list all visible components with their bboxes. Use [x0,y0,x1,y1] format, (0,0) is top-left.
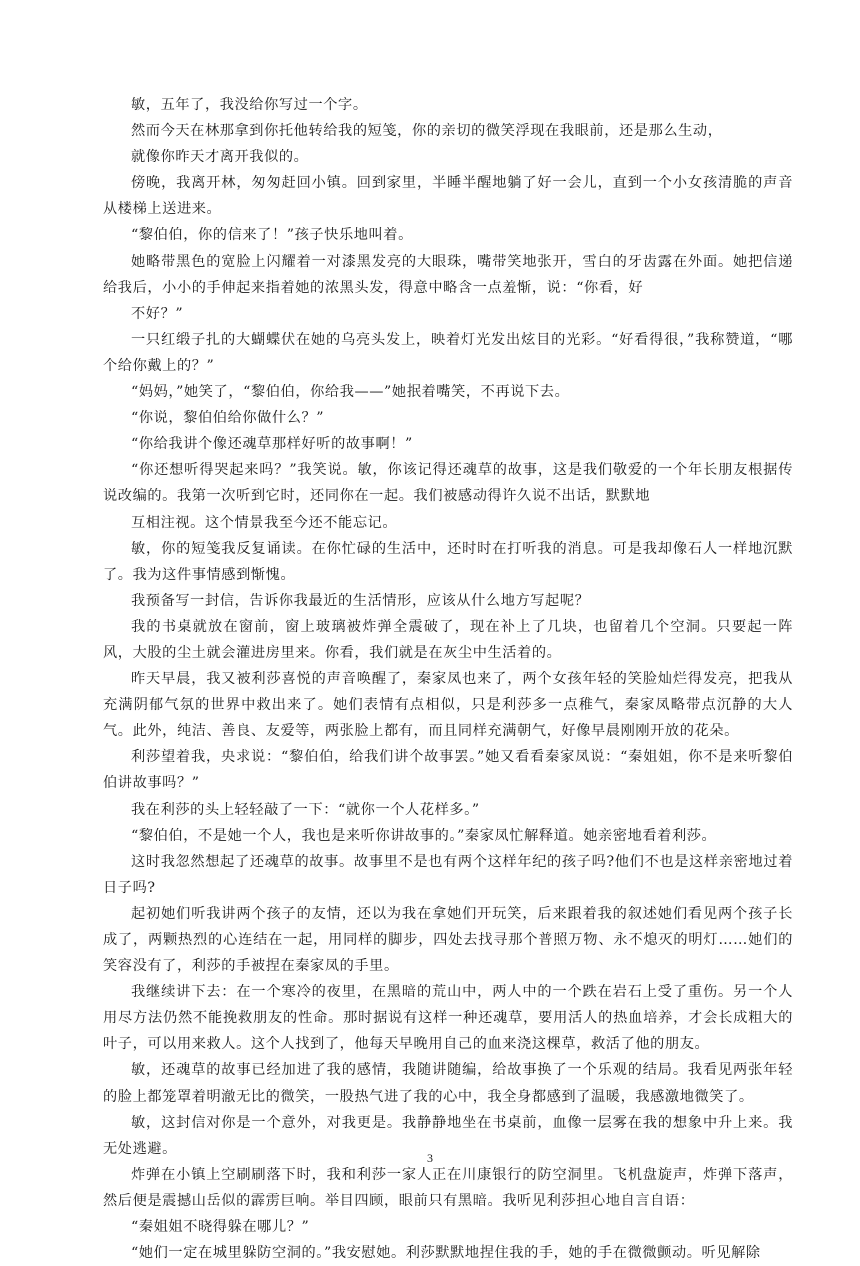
paragraph: 傍晚，我离开林，匆匆赶回小镇。回到家里，半睡半醒地躺了好一会儿，直到一个小女孩清脆的声音从楼梯上送进来。 [103,175,793,218]
paragraph: 利莎望着我，央求说：“黎伯伯，给我们讲个故事罢。”她又看看秦家凤说：“秦姐姐，你不是来听黎伯伯讲故事吗？” [103,749,793,792]
paragraph: 然而今天在林那拿到你托他转给我的短笺，你的亲切的微笑浮现在我眼前，还是那么生动， [131,123,723,140]
paragraph: “她们一定在城里躲防空洞的。”我安慰她。利莎默默地捏住我的手，她的手在微微颤动。听见解除 [131,1245,761,1262]
paragraph: 炸弹在小镇上空刷刷落下时，我和利莎一家人正在川康银行的防空洞里。飞机盘旋声，炸弹下落声，然后便是震撼山岳似的霹雳巨响。举目四顾，眼前只有黑暗。我听见利莎担心地自言自语： [103,1166,793,1209]
paragraph: “黎伯伯，你的信来了！”孩子快乐地叫着。 [131,227,413,244]
paragraph: 我的书桌就放在窗前，窗上玻璃被炸弹全震破了，现在补上了几块，也留着几个空洞。只要起一阵风，大股的尘土就会灌进房里来。你看，我们就是在灰尘中生活着的。 [103,618,793,661]
paragraph: 不好？” [131,305,184,322]
paragraph: 起初她们听我讲两个孩子的友情，还以为我在拿她们开玩笑，后来跟着我的叙述她们看见两个孩子长成了，两颗热烈的心连结在一起，用同样的脚步，四处去找寻那个普照万物、永不熄灭的明灯……她们的笑容没有了，利莎的手被捏在秦家凤的手里。 [103,905,793,975]
paragraph: 这时我忽然想起了还魂草的故事。故事里不是也有两个这样年纪的孩子吗?他们不也是这样亲密地过着日子吗? [103,853,793,896]
paragraph: “你还想听得哭起来吗？”我笑说。敏，你该记得还魂草的故事，这是我们敬爱的一个年长朋友根据传说改编的。我第一次听到它时，还同你在一起。我们被感动得许久说不出话，默默地 [103,462,793,505]
paragraph: 就像你昨天才离开我似的。 [131,149,309,166]
paragraph: 敏，你的短笺我反复诵读。在你忙碌的生活中，还时时在打听我的消息。可是我却像石人一样地沉默了。我为这件事情感到惭愧。 [103,540,793,583]
paragraph: 昨天早晨，我又被利莎喜悦的声音唤醒了，秦家凤也来了，两个女孩年轻的笑脸灿烂得发亮，把我从充满阴郁气氛的世界中救出来了。她们表情有点相似，只是利莎多一点稚气，秦家凤略带点沉静的大人气。此外，纯洁、善良、友爱等，两张脸上都有，而且同样充满朝气，好像早晨刚刚开放的花朵。 [103,671,793,740]
paragraph: “你给我讲个像还魂草那样好听的故事啊！” [131,436,413,453]
paragraph: 她略带黑色的宽脸上闪耀着一对漆黑发亮的大眼珠，嘴带笑地张开，雪白的牙齿露在外面。她把信递给我后，小小的手伸起来指着她的浓黑头发，得意中略含一点羞惭，说：“你看，好 [103,253,793,296]
paragraph: 我继续讲下去：在一个寒冷的夜里，在黑暗的荒山中，两人中的一个跌在岩石上受了重伤。另一个人用尽方法仍然不能挽救朋友的性命。那时据说有这样一种还魂草，要用活人的热血培养，才会长成粗大的叶子，可以用来救人。这个人找到了，他每天早晚用自己的血来浇这棵草，救活了他的朋友。 [103,984,793,1053]
paragraph: 敏，还魂草的故事已经加进了我的感情，我随讲随编，给故事换了一个乐观的结局。我看见两张年轻的脸上都笼罩着明澈无比的微笑，一股热气进了我的心中，我全身都感到了温暖，我感激地微笑了。 [103,1062,793,1105]
paragraph: 敏，这封信对你是一个意外，对我更是。我静静地坐在书桌前，血像一层雾在我的想象中升上来。我无处逃避。 [103,1114,793,1157]
paragraph: 一只红缎子扎的大蝴蝶伏在她的乌亮头发上，映着灯光发出炫目的光彩。“好看得很，”我称赞道，“哪个给你戴上的？” [103,331,793,374]
paragraph: “你说，黎伯伯给你做什么？” [131,410,325,427]
paragraph: 我在利莎的头上轻轻敲了一下：“就你一个人花样多。” [131,801,480,818]
paragraph: 我预备写一封信，告诉你我最近的生活情形，应该从什么地方写起呢？ [131,592,590,609]
paragraph: 敏，五年了，我没给你写过一个字。 [131,97,368,113]
paragraph: “黎伯伯，不是她一个人，我也是来听你讲故事的。”秦家凤忙解释道。她亲密地看着利莎。 [131,827,717,844]
body-text [103,92,793,1266]
paragraph: “秦姐姐不晓得躲在哪儿？” [131,1219,310,1236]
paragraph: “妈妈，”她笑了，“黎伯伯，你给我——”她抿着嘴笑，不再说下去。 [131,384,570,401]
paragraph: 互相注视。这个情景我至今还不能忘记。 [131,514,398,531]
page-number: 3 [427,1151,433,1165]
